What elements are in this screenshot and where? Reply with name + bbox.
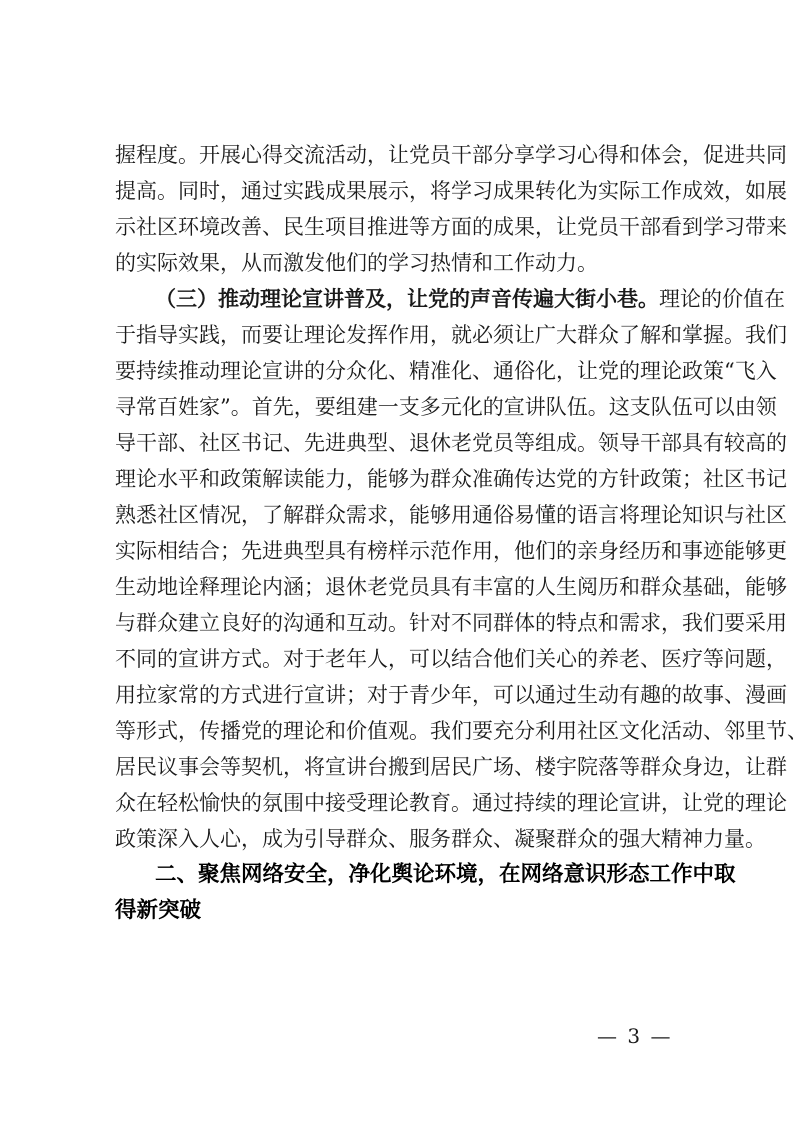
text-line: 要持续推动理论宣讲的分众化、精准化、通俗化，让党的理论政策“飞入	[115, 359, 777, 383]
document-body	[115, 140, 808, 932]
text-line: 握程度。开展心得交流活动，让党员干部分享学习心得和体会，促进共同	[115, 143, 787, 167]
text-line: 等形式，传播党的理论和价值观。我们要充分利用社区文化活动、邻里节、	[115, 719, 808, 743]
text-line: 熟悉社区情况，了解群众需求，能够用通俗易懂的语言将理论知识与社区	[115, 503, 787, 527]
text-line: 生动地诠释理论内涵；退休老党员具有丰富的人生阅历和群众基础，能够	[115, 575, 787, 599]
text-line: 于指导实践，而要让理论发挥作用，就必须让广大群众了解和掌握。我们	[115, 323, 787, 347]
section-heading: 二、聚焦网络安全，净化舆论环境，在网络意识形态工作中取	[155, 862, 736, 887]
text-line: 政策深入人心，成为引导群众、服务群众、凝聚群众的强大精神力量。	[115, 827, 766, 851]
text-line: 提高。同时，通过实践成果展示，将学习成果转化为实际工作成效，如展	[115, 179, 787, 203]
text-line: 与群众建立良好的沟通和互动。针对不同群体的特点和需求，我们要采用	[115, 611, 787, 635]
text-line: 用拉家常的方式进行宣讲；对于青少年，可以通过生动有趣的故事、漫画	[115, 683, 787, 707]
subsection-heading: （三）推动理论宣讲普及，让党的声音传遍大街小巷。	[155, 286, 659, 311]
section-heading-continued: 得新突破	[115, 898, 202, 923]
page-number: — 3 —	[597, 1024, 673, 1048]
section-heading-line	[115, 284, 785, 320]
text-line: 众在轻松愉快的氛围中接受理论教育。通过持续的理论宣讲，让党的理论	[115, 791, 787, 815]
text-span: 理论的价值在	[659, 287, 785, 311]
text-line: 理论水平和政策解读能力，能够为群众准确传达党的方针政策；社区书记	[115, 467, 787, 491]
text-line: 的实际效果，从而激发他们的学习热情和工作动力。	[115, 251, 598, 275]
text-line: 实际相结合；先进典型具有榜样示范作用，他们的亲身经历和事迹能够更	[115, 539, 787, 563]
text-line: 示社区环境改善、民生项目推进等方面的成果，让党员干部看到学习带来	[115, 215, 787, 239]
text-line: 不同的宣讲方式。对于老年人，可以结合他们关心的养老、医疗等问题，	[115, 647, 787, 671]
text-line: 导干部、社区书记、先进典型、退休老党员等组成。领导干部具有较高的	[115, 431, 787, 455]
text-line: 寻常百姓家”。首先，要组建一支多元化的宣讲队伍。这支队伍可以由领	[115, 395, 777, 419]
text-line: 居民议事会等契机，将宣讲台搬到居民广场、楼宇院落等群众身边，让群	[115, 755, 787, 779]
